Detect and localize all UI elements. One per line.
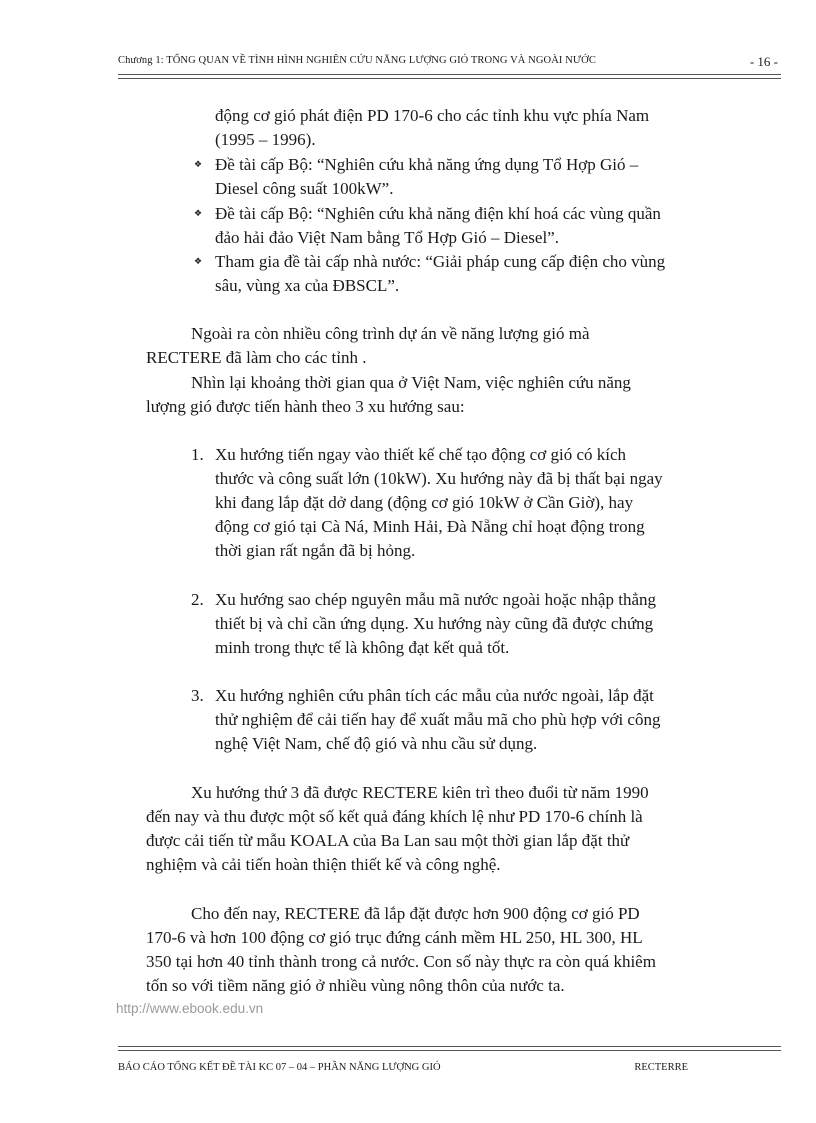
trend-3-line-0: Xu hướng nghiên cứu phân tích các mẫu của nước ngoài, lắp đặt	[215, 686, 654, 705]
bullet-0-line-1: (1995 – 1996).	[215, 130, 316, 149]
paragraph-1-line-1: RECTERE đã làm cho các tỉnh .	[146, 348, 367, 367]
paragraph-2-line-0: Nhìn lại khoảng thời gian qua ở Việt Nam, việc nghiên cứu năng	[191, 373, 631, 392]
trend-2-line-0: Xu hướng sao chép nguyên mẫu mã nước ngoài hoặc nhập thẳng	[215, 590, 656, 609]
paragraph-3-line-3: nghiệm và cải tiến hoàn thiện thiết kế và công nghệ.	[146, 855, 501, 874]
page-number: - 16 -	[749, 54, 778, 69]
paragraph-4-line-2: 350 tại hơn 40 tỉnh thành trong cả nước. Con số này thực ra còn quá khiêm	[146, 952, 656, 971]
trend-3-line-1: thử nghiệm để cải tiến hay để xuất mẫu mã cho phù hợp với công	[215, 710, 661, 729]
footer-divider	[118, 1046, 781, 1051]
trend-number: 1.	[191, 445, 204, 464]
trend-1-line-4: thời gian rất ngắn đã bị hỏng.	[215, 541, 416, 560]
page-header	[118, 55, 778, 71]
paragraph-1-line-0: Ngoài ra còn nhiều công trình dự án về năng lượng gió mà	[191, 324, 590, 343]
trend-number: 2.	[191, 590, 204, 609]
paragraph-2-line-1: lượng gió được tiến hành theo 3 xu hướng sau:	[146, 397, 465, 416]
paragraph-3-line-0: Xu hướng thứ 3 đã được RECTERE kiên trì theo đuổi từ năm 1990	[191, 783, 649, 802]
bullet-2-line-0: Đề tài cấp Bộ: “Nghiên cứu khả năng điện khí hoá các vùng quần	[215, 204, 661, 223]
diamond-bullet-icon: ❖	[194, 256, 203, 266]
paragraph-4-line-1: 170-6 và hơn 100 động cơ gió trục đứng cánh mềm HL 250, HL 300, HL	[146, 928, 643, 947]
organization-name: RECTERRE	[634, 1062, 688, 1073]
trend-1-line-2: khi đang lắp đặt dở dang (động cơ gió 10kW ở Cần Giờ), hay	[215, 493, 634, 512]
bullet-1-line-0: Đề tài cấp Bộ: “Nghiên cứu khả năng ứng dụng Tổ Hợp Gió –	[215, 155, 639, 174]
trend-2-line-2: minh trong thực tế là không đạt kết quả tốt.	[215, 638, 510, 657]
trend-3-line-2: nghệ Việt Nam, chế độ gió và nhu cầu sử dụng.	[215, 734, 538, 753]
paragraph-3-line-2: được cải tiến từ mẫu KOALA của Ba Lan sau một thời gian lắp đặt thử	[146, 831, 630, 850]
trend-1-line-0: Xu hướng tiến ngay vào thiết kế chế tạo động cơ gió có kích	[215, 445, 627, 464]
paragraph-4-line-0: Cho đến nay, RECTERE đã lắp đặt được hơn 900 động cơ gió PD	[191, 904, 640, 923]
bullet-3-line-0: Tham gia đề tài cấp nhà nước: “Giải pháp cung cấp điện cho vùng	[215, 252, 666, 271]
report-title: BÁO CÁO TỔNG KẾT ĐỀ TÀI KC 07 – 04 – PHẦN NĂNG LƯỢNG GIÓ	[118, 1062, 441, 1073]
trend-1-line-1: thước và công suất lớn (10kW). Xu hướng này đã bị thất bại ngay	[215, 469, 663, 488]
bullet-0-line-0: động cơ gió phát điện PD 170-6 cho các tỉnh khu vực phía Nam	[215, 106, 650, 125]
bullet-1-line-1: Diesel công suất 100kW”.	[215, 179, 394, 198]
trend-2-line-1: thiết bị và chỉ cần ứng dụng. Xu hướng này cũng đã được chứng	[215, 614, 654, 633]
diamond-bullet-icon: ❖	[194, 208, 203, 218]
paragraph-4-line-3: tốn so với tiềm năng gió ở nhiều vùng nông thôn của nước ta.	[146, 976, 565, 995]
diamond-bullet-icon: ❖	[194, 159, 203, 169]
header-divider	[118, 74, 781, 79]
paragraph-3-line-1: đến nay và thu được một số kết quả đáng khích lệ như PD 170-6 chính là	[146, 807, 643, 826]
page-footer	[118, 1062, 688, 1076]
trend-number: 3.	[191, 686, 204, 705]
chapter-title: Chương 1: TỔNG QUAN VỀ TÌNH HÌNH NGHIÊN CỨU NĂNG LƯỢNG GIÓ TRONG VÀ NGOÀI NƯỚC	[118, 55, 596, 66]
bullet-2-line-1: đảo hải đảo Việt Nam bằng Tổ Hợp Gió – Diesel”.	[215, 228, 559, 247]
trend-1-line-3: động cơ gió tại Cà Ná, Minh Hải, Đà Nẵng chỉ hoạt động trong	[215, 517, 645, 536]
bullet-3-line-1: sâu, vùng xa của ĐBSCL”.	[215, 276, 400, 295]
watermark-link[interactable]: http://www.ebook.edu.vn	[116, 1001, 264, 1016]
